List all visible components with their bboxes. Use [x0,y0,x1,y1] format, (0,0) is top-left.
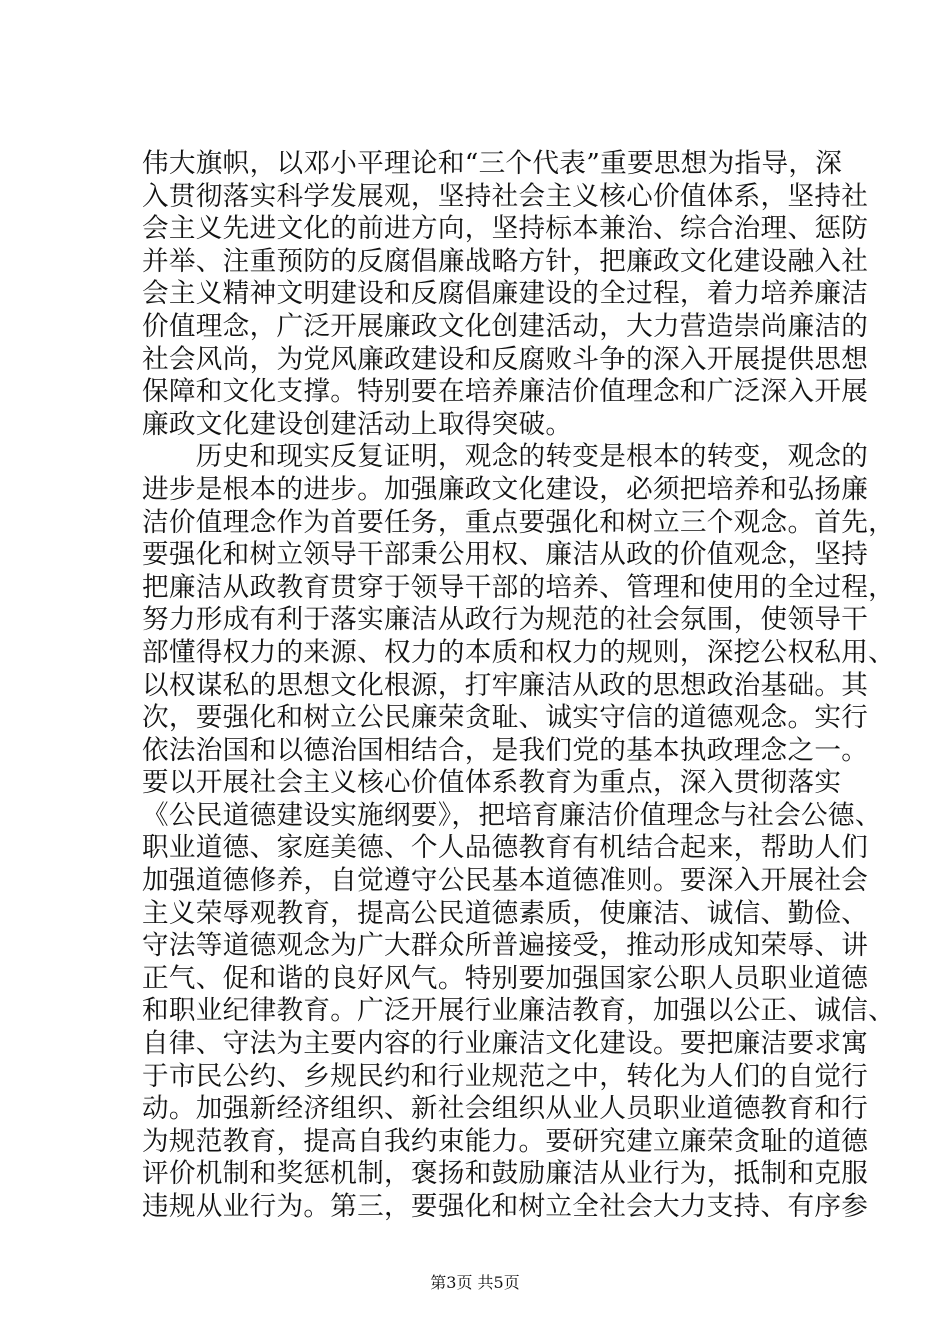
text-line: 次，要强化和树立公民廉荣贪耻、诚实守信的道德观念。实行 [142,702,869,734]
text-line: 依法治国和以德治国相结合，是我们党的基本执政理念之一。 [142,734,869,766]
text-line: 会主义先进文化的前进方向，坚持标本兼治、综合治理、惩防 [142,213,869,245]
text-line: 保障和文化支撑。特别要在培养廉洁价值理念和广泛深入开展 [142,376,869,408]
page-number-footer: 第3页 共5页 [430,1273,520,1292]
text-line: 为规范教育，提高自我约束能力。要研究建立廉荣贪耻的道德 [142,1125,869,1157]
text-line: 价值理念，广泛开展廉政文化创建活动，大力营造崇尚廉洁的 [142,310,869,342]
text-line: 历史和现实反复证明，观念的转变是根本的转变，观念的 [142,441,869,473]
text-line: 入贯彻落实科学发展观，坚持社会主义核心价值体系，坚持社 [142,180,869,212]
text-line: 进步是根本的进步。加强廉政文化建设，必须把培养和弘扬廉 [142,473,869,505]
text-line: 廉政文化建设创建活动上取得突破。 [142,408,573,440]
text-line: 于市民公约、乡规民约和行业规范之中，转化为人们的自觉行 [142,1060,869,1092]
text-line: 会主义精神文明建设和反腐倡廉建设的全过程，着力培养廉洁 [142,278,869,310]
text-line: 社会风尚，为党风廉政建设和反腐败斗争的深入开展提供思想 [142,343,869,375]
text-line: 要以开展社会主义核心价值体系教育为重点，深入贯彻落实 [142,767,842,799]
text-line: 评价机制和奖惩机制，褒扬和鼓励廉洁从业行为，抵制和克服 [142,1158,869,1190]
text-line: 把廉洁从政教育贯穿于领导干部的培养、管理和使用的全过程， [142,571,896,603]
text-line: 《公民道德建设实施纲要》，把培育廉洁价值理念与社会公德、 [142,799,882,831]
text-line: 洁价值理念作为首要任务，重点要强化和树立三个观念。首先， [142,506,896,538]
text-line: 部懂得权力的来源、权力的本质和权力的规则，深挖公权私用、 [142,636,896,668]
text-line: 守法等道德观念为广大群众所普遍接受，推动形成知荣辱、讲 [142,930,869,962]
text-line: 和职业纪律教育。广泛开展行业廉洁教育，加强以公正、诚信、 [142,995,896,1027]
body-text [142,148,896,1224]
text-line: 以权谋私的思想文化根源，打牢廉洁从政的思想政治基础。其 [142,669,869,701]
text-line: 加强道德修养，自觉遵守公民基本道德准则。要深入开展社会 [142,865,869,897]
text-line: 并举、注重预防的反腐倡廉战略方针，把廉政文化建设融入社 [142,245,869,277]
text-line: 伟大旗帜，以邓小平理论和“三个代表”重要思想为指导，深 [142,148,843,179]
text-line: 主义荣辱观教育，提高公民道德素质，使廉洁、诚信、勤俭、 [142,897,869,929]
text-line: 职业道德、家庭美德、个人品德教育有机结合起来，帮助人们 [142,832,869,864]
text-line: 正气、促和谐的良好风气。特别要加强国家公职人员职业道德 [142,962,869,994]
text-line: 努力形成有利于落实廉洁从政行为规范的社会氛围，使领导干 [142,604,869,636]
text-line: 动。加强新经济组织、新社会组织从业人员职业道德教育和行 [142,1093,869,1125]
text-line: 要强化和树立领导干部秉公用权、廉洁从政的价值观念，坚持 [142,539,869,571]
text-line: 自律、守法为主要内容的行业廉洁文化建设。要把廉洁要求寓 [142,1028,869,1060]
text-line: 违规从业行为。第三，要强化和树立全社会大力支持、有序参 [142,1191,869,1222]
